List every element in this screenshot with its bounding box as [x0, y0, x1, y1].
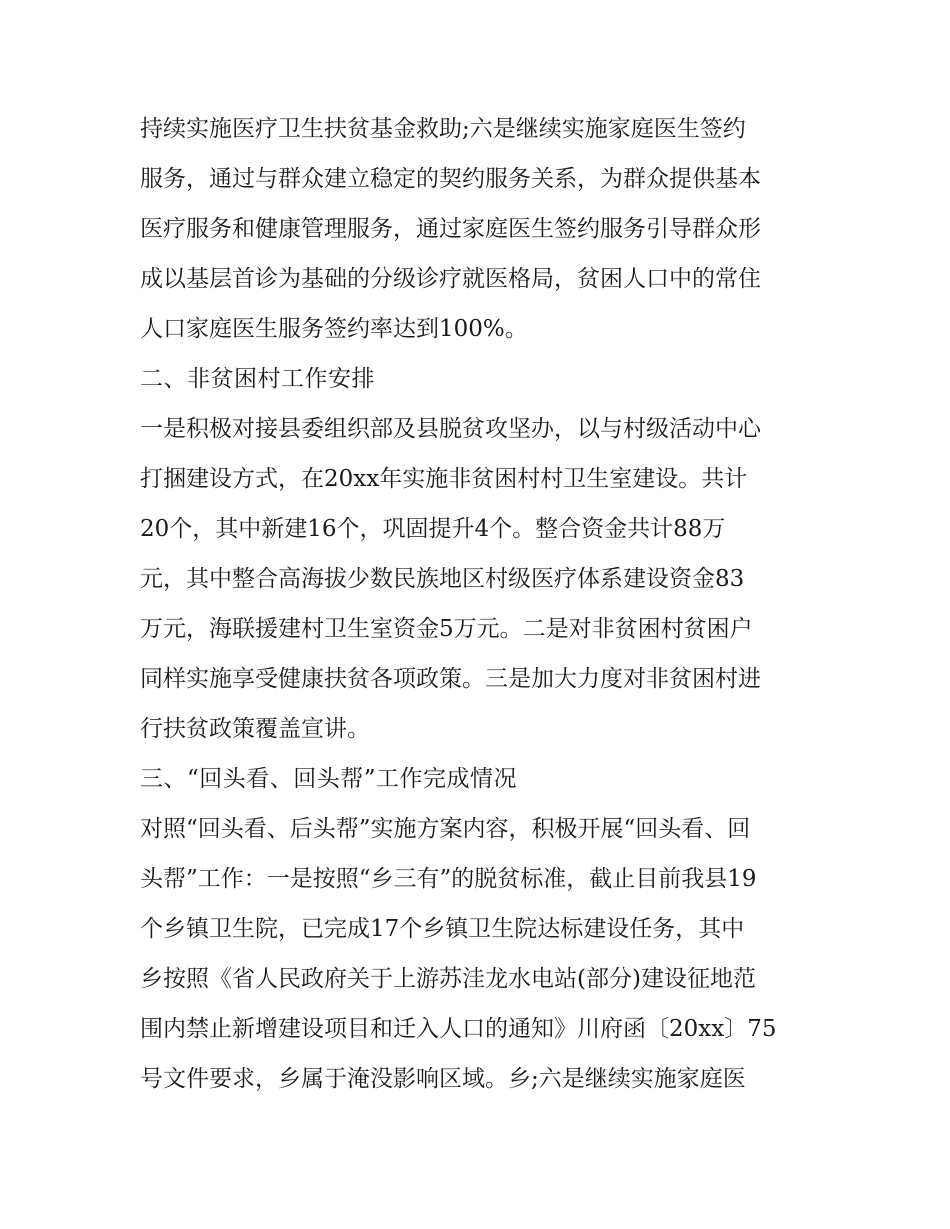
- paragraph-line: 元，其中整合高海拔少数民族地区村级医疗体系建设资金83: [140, 566, 745, 592]
- paragraph-line: 头帮”工作：一是按照“乡三有”的脱贫标准，截止目前我县19: [140, 866, 757, 892]
- paragraph-line: 号文件要求，乡属于淹没影响区域。乡;六是继续实施家庭医: [140, 1066, 746, 1092]
- section-heading-2: 二、非贫困村工作安排: [140, 366, 375, 392]
- section-heading-3: 三、“回头看、回头帮”工作完成情况: [140, 766, 518, 792]
- paragraph-line: 个乡镇卫生院，已完成17个乡镇卫生院达标建设任务，其中: [140, 916, 745, 942]
- paragraph-line: 一是积极对接县委组织部及县脱贫攻坚办，以与村级活动中心: [140, 416, 761, 442]
- paragraph-line: 同样实施享受健康扶贫各项政策。三是加大力度对非贫困村进: [140, 666, 761, 692]
- paragraph-line: 行扶贫政策覆盖宣讲。: [140, 716, 370, 742]
- paragraph-line: 人口家庭医生服务签约率达到100%。: [140, 316, 528, 342]
- paragraph-line: 围内禁止新增建设项目和迁入人口的通知》川府函〔20xx〕75: [140, 1016, 777, 1042]
- paragraph-line: 万元，海联援建村卫生室资金5万元。二是对非贫困村贫困户: [140, 616, 753, 642]
- paragraph-line: 服务，通过与群众建立稳定的契约服务关系，为群众提供基本: [140, 166, 761, 192]
- paragraph-line: 成以基层首诊为基础的分级诊疗就医格局，贫困人口中的常住: [140, 266, 761, 292]
- paragraph-line: 医疗服务和健康管理服务，通过家庭医生签约服务引导群众形: [140, 216, 761, 242]
- paragraph-line: 打捆建设方式，在20xx年实施非贫困村村卫生室建设。共计: [140, 466, 748, 492]
- paragraph-line: 对照“回头看、后头帮”实施方案内容，积极开展“回头看、回: [140, 816, 751, 842]
- document-body: [140, 104, 820, 1104]
- paragraph-line: 乡按照《省人民政府关于上游苏洼龙水电站(部分)建设征地范: [140, 966, 756, 992]
- paragraph-line: 20个，其中新建16个，巩固提升4个。整合资金共计88万: [140, 516, 726, 542]
- paragraph-line: 持续实施医疗卫生扶贫基金救助;六是继续实施家庭医生签约: [140, 116, 746, 142]
